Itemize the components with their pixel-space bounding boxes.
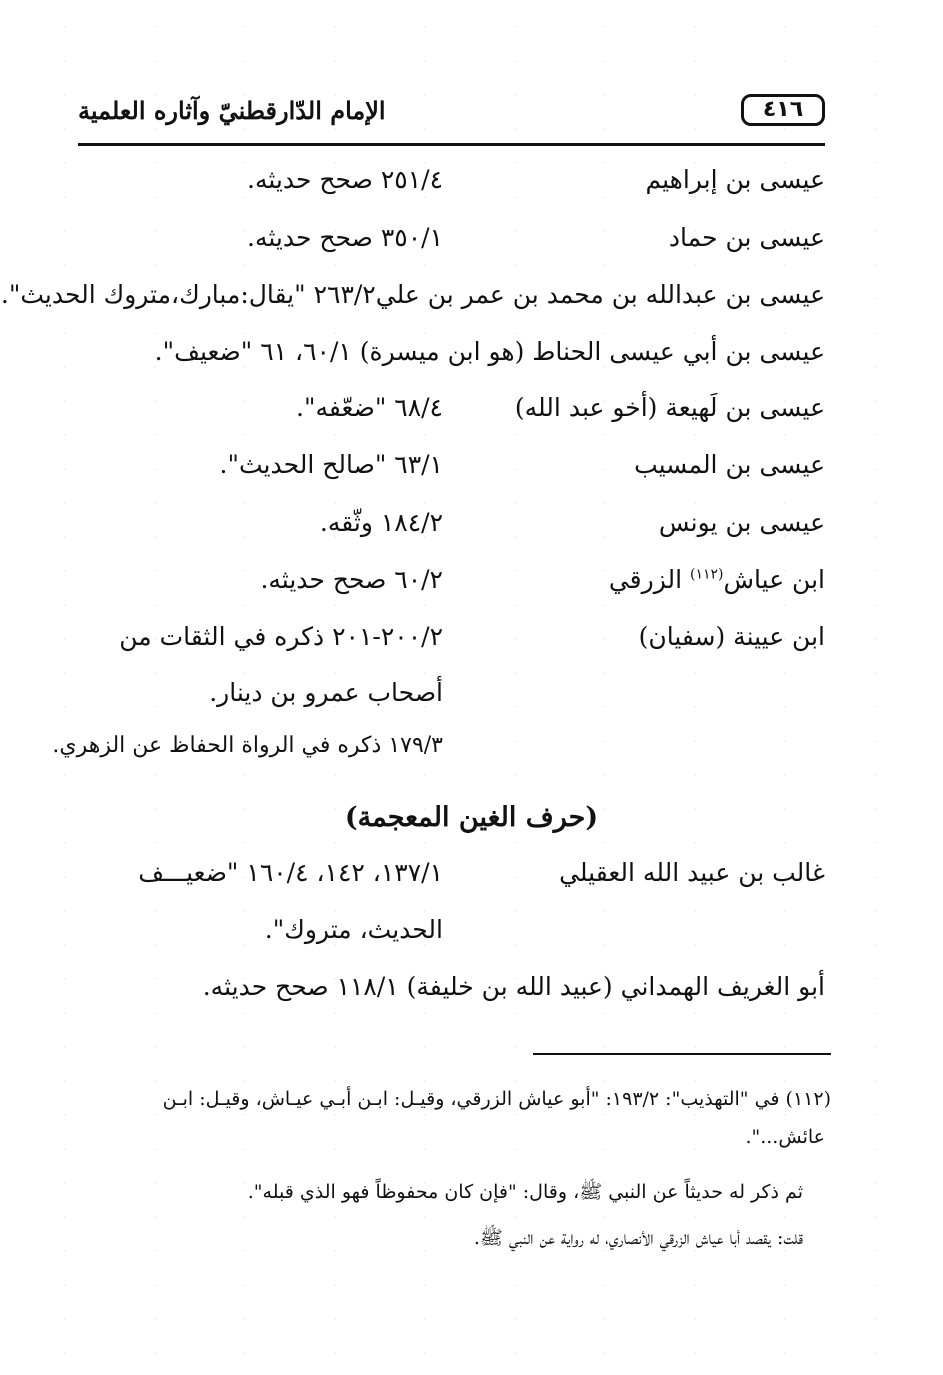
entry-name-with-footnote bbox=[609, 560, 825, 600]
entry-name: عيسى بن حماد bbox=[668, 223, 825, 252]
footnote-marker: (١١٢) bbox=[690, 566, 724, 583]
entry-name: ابن عياش bbox=[723, 565, 825, 594]
entry-name: ابن عيينة (سفيان) bbox=[638, 622, 825, 651]
entry-ref: ١٨٤/٢ وثّقه. bbox=[319, 508, 443, 537]
header-rule bbox=[78, 143, 825, 146]
entry-name: عيسى بن لَهيعة (أخو عبد الله) bbox=[514, 393, 825, 422]
entry-full: عيسى بن أبي عيسى الحناط (هو ابن ميسرة) ٦٠/١، ٦١ "ضعيف". bbox=[154, 337, 825, 366]
footnote-rule bbox=[533, 1053, 831, 1055]
footnote-line: عائش...". bbox=[745, 1126, 825, 1148]
entry-ref-continuation: أصحاب عمرو بن دينار. bbox=[209, 678, 443, 707]
entry-ref: ١٣٧/١، ١٤٢، ١٦٠/٤ "ضعيـــف bbox=[138, 858, 443, 887]
entry-ref: ٦٨/٤ "ضعّفه". bbox=[296, 393, 443, 422]
entry-name: عيسى بن المسيب bbox=[634, 450, 825, 479]
entry-name-suffix: الزرقي bbox=[608, 565, 691, 594]
entry-full: عيسى بن عبدالله بن محمد بن عمر بن علي٢٦٣/٢ "يقال:مبارك،متروك الحديث". bbox=[0, 280, 825, 309]
entry-full: أبو الغريف الهمداني (عبيد الله بن خليفة) ١١٨/١ صحح حديثه. bbox=[202, 972, 825, 1001]
footnote-line: (١١٢) في "التهذيب": ١٩٣/٢: "أبو عياش الزرقي، وقيـل: ابـن أبـي عيـاش، وقيـل: ابـن bbox=[162, 1088, 831, 1110]
page-header bbox=[78, 88, 825, 140]
entry-ref: ٢٥١/٤ صحح حديثه. bbox=[247, 165, 443, 194]
entry-ref: ٢٠٠/٢-٢٠١ ذكره في الثقات من bbox=[119, 622, 443, 651]
footnote-line: ثم ذكر له حديثاً عن النبي ﷺ، وقال: "فإن كان محفوظاً فهو الذي قبله". bbox=[247, 1181, 803, 1203]
entry-ref: ٦٣/١ "صالح الحديث". bbox=[219, 450, 443, 479]
entry-name: عيسى بن إبراهيم bbox=[645, 165, 825, 194]
book-title: الإمام الدّارقطنيّ وآثاره العلمية bbox=[78, 96, 386, 125]
entry-name: غالب بن عبيد الله العقيلي bbox=[559, 858, 825, 887]
entry-name: عيسى بن يونس bbox=[658, 508, 825, 537]
entry-ref-continuation: الحديث، متروك". bbox=[264, 915, 443, 944]
section-heading: (حرف الغين المعجمة) bbox=[344, 802, 599, 833]
page-number: ٤١٦ bbox=[741, 94, 825, 126]
entry-ref: ٣٥٠/١ صحح حديثه. bbox=[247, 223, 443, 252]
entry-ref-extra: ١٧٩/٣ ذكره في الرواة الحفاظ عن الزهري. bbox=[52, 733, 443, 758]
entry-ref: ٦٠/٢ صحح حديثه. bbox=[260, 565, 443, 594]
footnote-line: قلت: يقصد أبا عياش الزرقي الأنصاري، له رواية عن النبي ﷺ. bbox=[473, 1227, 803, 1249]
